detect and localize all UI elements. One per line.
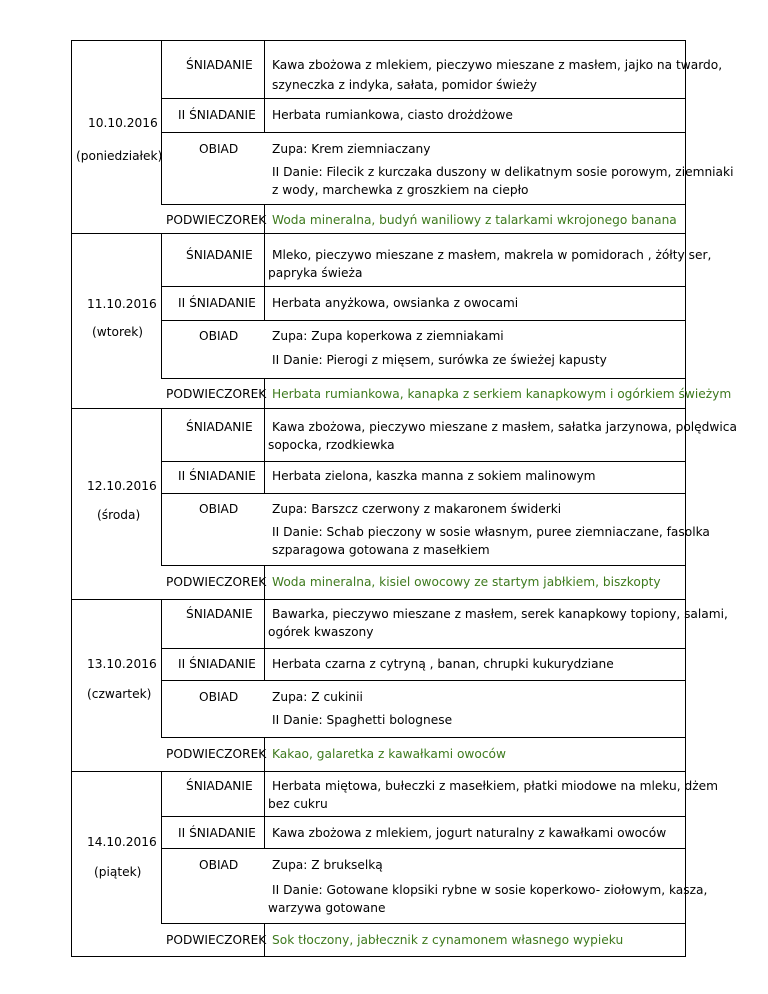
meal-text: Herbata anyżkowa, owsianka z owocami [272,296,519,310]
meal-label-obiad: OBIAD [199,858,239,872]
meal-text: Kawa zbożowa z mlekiem, jogurt naturalny z kawałkami owoców [272,826,667,840]
column-divider [161,408,162,566]
meal-text: Zupa: Barszcz czerwony z makaronem świderki [272,502,562,516]
meal-label-podwieczorek: PODWIECZOREK [166,213,267,227]
meal-text: II Danie: Schab pieczony w sosie własnym, puree ziemniaczane, fasolka [272,525,710,539]
row-separator [161,648,686,649]
meal-label-obiad: OBIAD [199,329,239,343]
day-separator [71,599,686,600]
day-date: 11.10.2016 [87,297,157,311]
meal-text: Kawa zbożowa z mlekiem, pieczywo mieszane z masłem, jajko na twardo, [272,58,723,72]
meal-text-podwieczorek: Sok tłoczony, jabłecznik z cynamonem własnego wypieku [272,933,624,947]
column-divider [161,599,162,738]
meal-label-sniadanie: ŚNIADANIE [186,58,253,72]
meal-text-podwieczorek: Kakao, galaretka z kawałkami owoców [272,747,506,761]
row-separator [161,565,686,566]
row-separator [161,204,686,205]
table-border-left [71,40,72,957]
day-separator [71,771,686,772]
row-separator [161,132,686,133]
meal-label-obiad: OBIAD [199,502,239,516]
row-separator [161,461,686,462]
row-separator [161,737,686,738]
meal-label-podwieczorek: PODWIECZOREK [166,575,267,589]
meal-label-obiad: OBIAD [199,142,239,156]
day-weekday: (wtorek) [92,325,144,339]
row-separator [161,493,686,494]
meal-label-ii-sniadanie: II ŚNIADANIE [178,296,256,310]
meal-text: Zupa: Krem ziemniaczany [272,142,431,156]
meal-text: Zupa: Zupa koperkowa z ziemniakami [272,329,504,343]
meal-text: Herbata rumiankowa, ciasto drożdżowe [272,108,513,122]
meal-label-ii-sniadanie: II ŚNIADANIE [178,826,256,840]
meal-label-ii-sniadanie: II ŚNIADANIE [178,657,256,671]
meal-text-podwieczorek: Herbata rumiankowa, kanapka z serkiem kanapkowym i ogórkiem świeżym [272,387,732,401]
meal-text: Kawa zbożowa, pieczywo mieszane z masłem, sałatka jarzynowa, polędwica [272,420,737,434]
meal-text: sopocka, rzodkiewka [268,438,395,452]
meal-label-sniadanie: ŚNIADANIE [186,607,253,621]
day-separator [71,408,686,409]
meal-text: Mleko, pieczywo mieszane z masłem, makrela w pomidorach , żółty ser, [272,248,712,262]
column-divider [264,771,265,849]
meal-text: warzywa gotowane [268,901,386,915]
row-separator [161,816,686,817]
day-date: 10.10.2016 [88,116,158,130]
meal-text: papryka świeża [268,266,363,280]
meal-text: Zupa: Z cukinii [272,690,363,704]
meal-label-podwieczorek: PODWIECZOREK [166,933,267,947]
column-divider [264,599,265,681]
meal-text: ogórek kwaszony [268,625,374,639]
meal-text: bez cukru [268,797,328,811]
column-divider [161,40,162,205]
column-divider [264,233,265,321]
table-border-top [71,40,686,41]
column-divider [161,233,162,379]
meal-text: Zupa: Z brukselką [272,858,383,872]
row-separator [161,98,686,99]
day-date: 12.10.2016 [87,479,157,493]
meal-text: Herbata czarna z cytryną , banan, chrupki kukurydziane [272,657,614,671]
meal-text: Herbata miętowa, bułeczki z masełkiem, płatki miodowe na mleku, dżem [272,779,718,793]
day-weekday: (środa) [97,508,141,522]
meal-text: Bawarka, pieczywo mieszane z masłem, serek kanapkowy topiony, salami, [272,607,728,621]
day-separator [71,233,686,234]
meal-text: II Danie: Spaghetti bolognese [272,713,453,727]
meal-text-podwieczorek: Woda mineralna, budyń waniliowy z talarkami wkrojonego banana [272,213,677,227]
meal-label-podwieczorek: PODWIECZOREK [166,747,267,761]
meal-label-ii-sniadanie: II ŚNIADANIE [178,108,256,122]
meal-text-podwieczorek: Woda mineralna, kisiel owocowy ze startym jabłkiem, biszkopty [272,575,661,589]
meal-text: szparagowa gotowana z masełkiem [272,543,490,557]
column-divider [264,40,265,133]
day-weekday: (piątek) [94,865,142,879]
row-separator [161,680,686,681]
meal-label-podwieczorek: PODWIECZOREK [166,387,267,401]
meal-text: II Danie: Gotowane klopsiki rybne w sosie koperkowo- ziołowym, kasza, [272,883,708,897]
meal-text: II Danie: Pierogi z mięsem, surówka ze świeżej kapusty [272,353,607,367]
day-date: 14.10.2016 [87,835,157,849]
table-border-bottom [71,956,686,957]
meal-label-obiad: OBIAD [199,690,239,704]
row-separator [161,848,686,849]
column-divider [264,408,265,494]
meal-text: szyneczka z indyka, sałata, pomidor świeży [272,78,537,92]
row-separator [161,320,686,321]
meal-label-ii-sniadanie: II ŚNIADANIE [178,469,256,483]
row-separator [161,378,686,379]
meal-text: II Danie: Filecik z kurczaka duszony w delikatnym sosie porowym, ziemniaki [272,165,734,179]
meal-label-sniadanie: ŚNIADANIE [186,779,253,793]
day-weekday: (czwartek) [87,687,152,701]
meal-label-sniadanie: ŚNIADANIE [186,420,253,434]
day-date: 13.10.2016 [87,657,157,671]
meal-label-sniadanie: ŚNIADANIE [186,248,253,262]
meal-text: Herbata zielona, kaszka manna z sokiem malinowym [272,469,596,483]
day-weekday: (poniedziałek) [76,149,163,163]
row-separator [161,286,686,287]
column-divider [161,771,162,924]
meal-text: z wody, marchewka z groszkiem na ciepło [272,183,529,197]
row-separator [161,923,686,924]
